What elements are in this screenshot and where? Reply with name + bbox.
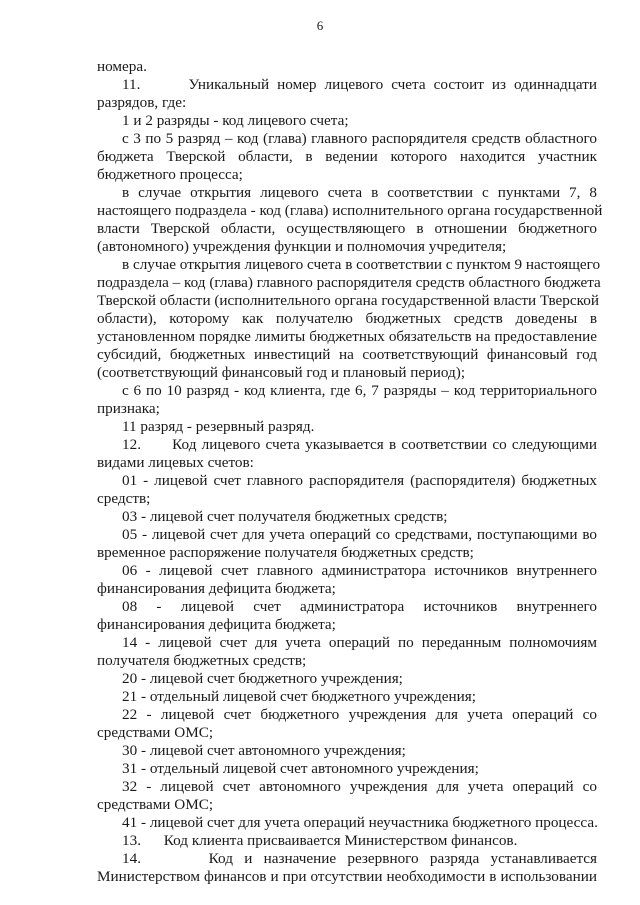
- text-line: в случае открытия лицевого счета в соответствии с пунктами 7, 8: [122, 184, 597, 201]
- text-line: установленном порядке лимиты бюджетных обязательств на предоставление: [97, 328, 597, 345]
- text-line: Министерством финансов и при отсутствии необходимости в использовании: [97, 868, 597, 885]
- text-line: субсидий, бюджетных инвестиций на соответствующий финансовый год: [97, 346, 597, 363]
- text-line: средствами ОМС;: [97, 796, 214, 813]
- text-line: 31 - отдельный лицевой счет автономного учреждения;: [122, 760, 479, 777]
- text-line: в случае открытия лицевого счета в соответствии с пунктом 9 настоящего: [122, 256, 601, 273]
- text-line: Тверской области (исполнительного органа государственной власти Тверской: [97, 292, 599, 309]
- text-line: настоящего подраздела - код (глава) исполнительного органа государственной: [97, 202, 603, 219]
- text-line: 05 - лицевой счет для учета операций со средствами, поступающими во: [122, 526, 597, 543]
- text-line: подраздела – код (глава) главного распорядителя средств областного бюджета: [97, 274, 601, 291]
- text-line: 32 - лицевой счет автономного учреждения для учета операций со: [122, 778, 597, 795]
- text-line: 11 разряд - резервный разряд.: [122, 418, 315, 435]
- text-line: 11. Уникальный номер лицевого счета состоит из одиннадцати: [122, 76, 597, 93]
- text-line: 03 - лицевой счет получателя бюджетных средств;: [122, 508, 448, 525]
- text-line: 06 - лицевой счет главного администратора источников внутреннего: [122, 562, 597, 579]
- text-line: 41 - лицевой счет для учета операций неучастника бюджетного процесса.: [122, 814, 598, 831]
- text-line: области), которому как получателю бюджетных средств доведены в: [97, 310, 597, 327]
- text-line: 14. Код и назначение резервного разряда устанавливается: [122, 850, 597, 867]
- text-line: (соответствующий финансовый год и плановый период);: [97, 364, 466, 381]
- text-line: бюджета Тверской области, в ведении которого находится участник: [97, 148, 597, 165]
- text-line: 13. Код клиента присваивается Министерством финансов.: [122, 832, 518, 849]
- text-line: с 3 по 5 разряд – код (глава) главного распорядителя средств областного: [122, 130, 597, 147]
- text-line: 22 - лицевой счет бюджетного учреждения для учета операций со: [122, 706, 597, 723]
- text-line: 21 - отдельный лицевой счет бюджетного учреждения;: [122, 688, 476, 705]
- text-line: признака;: [97, 400, 160, 417]
- text-line: бюджетного процесса;: [97, 166, 243, 183]
- page-number: 6: [316, 18, 324, 33]
- text-line: средствами ОМС;: [97, 724, 214, 741]
- text-line: власти Тверской области, осуществляющего в отношении бюджетного: [97, 220, 597, 237]
- text-line: финансирования дефицита бюджета;: [97, 580, 336, 597]
- text-line: временное распоряжение получателя бюджетных средств;: [97, 544, 474, 561]
- text-line: получателя бюджетных средств;: [97, 652, 307, 669]
- text-line: номера.: [97, 58, 147, 75]
- text-line: 12. Код лицевого счета указывается в соответствии со следующими: [122, 436, 597, 453]
- text-line: 01 - лицевой счет главного распорядителя (распорядителя) бюджетных: [122, 472, 597, 489]
- text-line: 1 и 2 разряды - код лицевого счета;: [122, 112, 349, 129]
- text-line: (автономного) учреждения функции и полномочия учредителя;: [97, 238, 507, 255]
- text-line: с 6 по 10 разряд - код клиента, где 6, 7 разряды – код территориального: [122, 382, 597, 399]
- text-line: финансирования дефицита бюджета;: [97, 616, 336, 633]
- text-line: 20 - лицевой счет бюджетного учреждения;: [122, 670, 403, 687]
- text-line: 14 - лицевой счет для учета операций по переданным полномочиям: [122, 634, 597, 651]
- text-line: 08 - лицевой счет администратора источников внутреннего: [122, 598, 597, 615]
- text-line: средств;: [97, 490, 151, 507]
- text-line: 30 - лицевой счет автономного учреждения;: [122, 742, 406, 759]
- text-line: видами лицевых счетов:: [97, 454, 254, 471]
- text-line: разрядов, где:: [97, 94, 187, 111]
